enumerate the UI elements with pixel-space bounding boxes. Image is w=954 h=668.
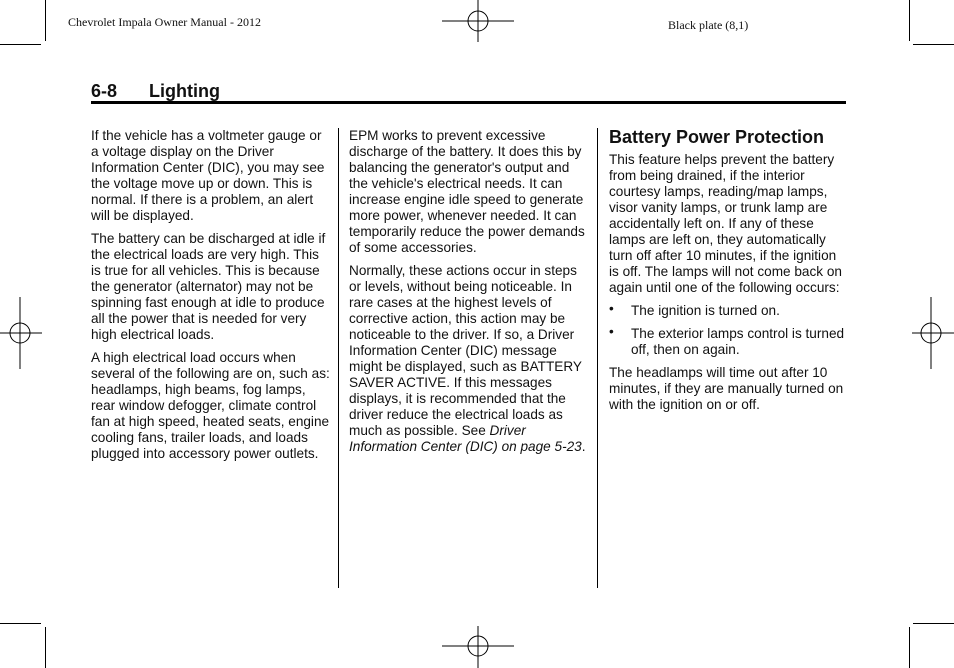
column-divider xyxy=(338,128,339,588)
paragraph: EPM works to prevent excessive discharge of the battery. It does this by balancing the generator's output and the vehicle's electrical needs. It can increase engine idle speed to generate more power, whenever needed. It can temporarily reduce the power demands of some accessories. xyxy=(349,128,585,255)
list-item xyxy=(609,303,849,319)
paragraph: This feature helps prevent the battery from being drained, if the interior courtesy lamps, reading/map lamps, visor vanity lamps, or trunk lamp are accidentally left on. If any of these lamps are left on, they automatically turn off after 10 minutes, if the ignition is off. The lamps will not come back on again until one of the following occurs: xyxy=(609,152,842,295)
bullet-icon: • xyxy=(609,324,614,339)
paragraph: The battery can be discharged at idle if the electrical loads are very high. This is true for all vehicles. This is because the generator (alternator) may not be spinning fast enough at idle to produce all the power that is needed for very high electrical loads. xyxy=(91,231,326,342)
page-number: 6-8 xyxy=(91,81,118,101)
registration-mark-right xyxy=(912,297,954,369)
header-rule xyxy=(91,101,846,104)
plate-slug: Black plate (8,1) xyxy=(668,18,749,32)
list-item xyxy=(609,326,849,358)
paragraph-end: . xyxy=(581,439,586,454)
bullet-list xyxy=(609,303,849,358)
registration-mark-left xyxy=(0,297,42,369)
section-heading: Battery Power Protection xyxy=(609,127,825,147)
list-item-text: The exterior lamps control is turned off, then on again. xyxy=(631,326,845,357)
page-header xyxy=(91,81,846,105)
list-item-text: The ignition is turned on. xyxy=(631,303,780,318)
manual-title-slug: Chevrolet Impala Owner Manual - 2012 xyxy=(68,15,261,29)
paragraph xyxy=(349,263,589,455)
registration-mark-bottom xyxy=(442,626,514,668)
section-title: Lighting xyxy=(149,81,220,101)
paragraph: If the vehicle has a voltmeter gauge or a voltage display on the Driver Information Center (DIC), you may see the voltage move up or down. This is normal. If there is a problem, an alert will be displayed. xyxy=(91,128,325,223)
paragraph-text: Normally, these actions occur in steps or levels, without being noticeable. In rare cases at the highest levels of corrective action, this action may be noticeable to the driver. If so, a Driver Information Center (DIC) message might be displayed, such as BATTERY SAVER ACTIVE. If this messages displays, it is recommended that the driver reduce the electrical loads as much as possible. See xyxy=(349,263,582,438)
column-divider xyxy=(597,128,598,588)
column-2 xyxy=(349,128,589,462)
cross-reference-link[interactable]: Driver Information Center (DIC) on page 5-23 xyxy=(349,423,582,454)
paragraph: A high electrical load occurs when several of the following are on, such as: headlamps, high beams, fog lamps, rear window defogger, climate control fan at high speed, heated seats, engine cooling fans, trailer loads, and loads plugged into accessory power outlets. xyxy=(91,350,330,461)
registration-mark-top xyxy=(442,0,514,42)
bullet-icon: • xyxy=(609,301,614,316)
paragraph: The headlamps will time out after 10 minutes, if they are manually turned on with the ignition on or off. xyxy=(609,365,844,412)
column-3 xyxy=(609,128,849,420)
column-1 xyxy=(91,128,331,469)
